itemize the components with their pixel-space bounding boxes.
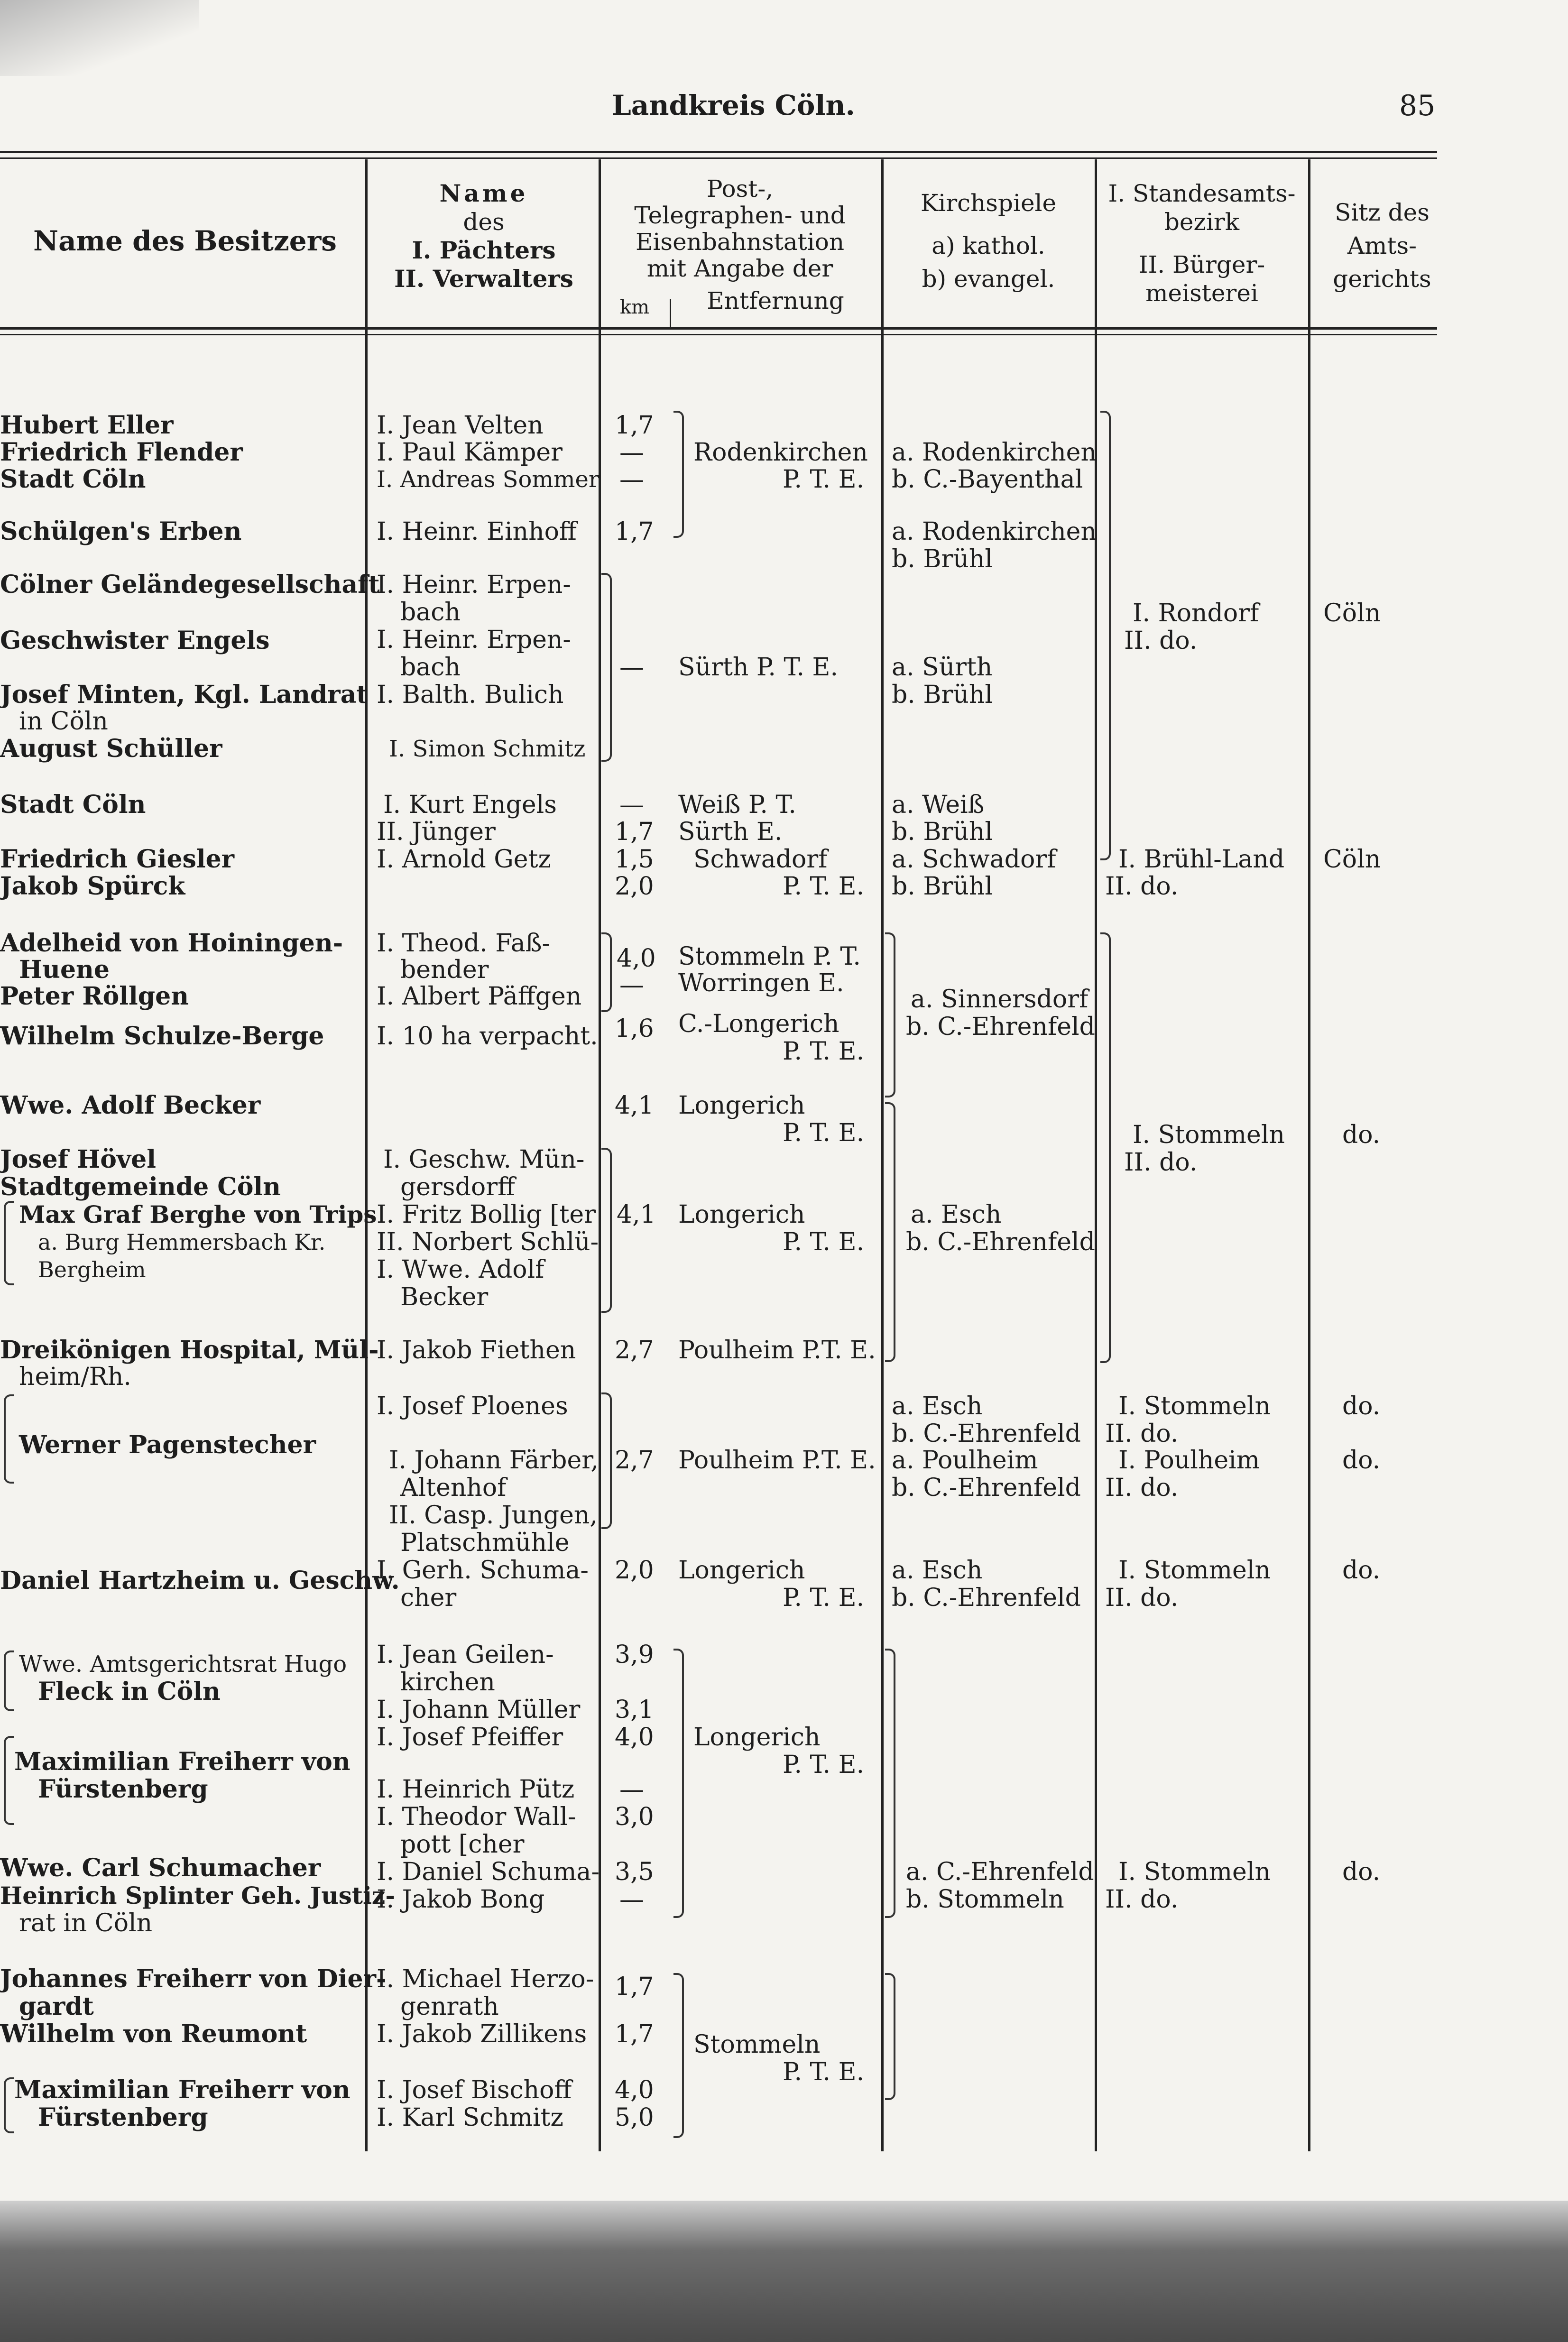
group-brace bbox=[673, 1649, 684, 1918]
tenant-entry: I. Heinr. Erpen- bbox=[377, 626, 571, 654]
parish-entry: b. Brühl bbox=[892, 818, 993, 846]
parish-entry: a. Sinnersdorf bbox=[911, 985, 1088, 1014]
parish-entry: b. C.-Ehrenfeld bbox=[906, 1013, 1095, 1041]
header-post-3: Eisenbahnstation bbox=[635, 228, 845, 256]
header-court-3: gerichts bbox=[1333, 265, 1431, 293]
tenant-entry: cher bbox=[400, 1584, 457, 1612]
tenant-entry: Platschmühle bbox=[400, 1529, 570, 1557]
registry-entry: I. Brühl-Land bbox=[1118, 845, 1285, 874]
header-name-2: des bbox=[463, 208, 505, 236]
owner-entry: Bergheim bbox=[38, 1257, 146, 1282]
post-entry: Longerich bbox=[678, 1556, 805, 1585]
owner-entry: Friedrich Flender bbox=[0, 438, 243, 467]
owner-entry: Max Graf Berghe von Trips bbox=[19, 1200, 377, 1228]
col-divider-1 bbox=[365, 159, 368, 2151]
owner-entry: Stadt Cöln bbox=[0, 465, 146, 494]
km-entry: 1,7 bbox=[615, 517, 654, 546]
km-entry: — bbox=[619, 1775, 644, 1804]
registry-entry: I. Stommeln bbox=[1118, 1858, 1271, 1886]
group-brace bbox=[4, 1394, 14, 1484]
group-brace bbox=[4, 1736, 14, 1825]
owner-entry: in Cöln bbox=[19, 707, 108, 736]
km-entry: — bbox=[619, 791, 644, 819]
tenant-entry: II. Norbert Schlü- bbox=[377, 1228, 599, 1256]
tenant-entry: I. Fritz Bollig [ter bbox=[377, 1200, 596, 1229]
tenant-entry: I. Jakob Zillikens bbox=[377, 2020, 587, 2048]
tenant-entry: kirchen bbox=[400, 1668, 495, 1697]
km-entry: 1,7 bbox=[615, 818, 654, 846]
tenant-entry: bach bbox=[400, 598, 461, 627]
tenant-entry: bender bbox=[400, 956, 489, 984]
owner-entry: Hubert Eller bbox=[0, 411, 174, 440]
post-entry: Sürth P. T. E. bbox=[678, 653, 838, 682]
court-entry: do. bbox=[1342, 1556, 1381, 1585]
post-entry: Longerich bbox=[693, 1723, 821, 1752]
registry-entry: I. Stommeln bbox=[1133, 1121, 1285, 1149]
tenant-entry: I. Simon Schmitz bbox=[389, 736, 586, 762]
group-brace bbox=[601, 573, 612, 762]
header-registry-3: II. Bürger- bbox=[1138, 251, 1265, 278]
post-entry: P. T. E. bbox=[783, 2058, 865, 2086]
owner-entry: Wilhelm von Reumont bbox=[0, 2019, 307, 2048]
tenant-entry: I. Jakob Bong bbox=[377, 1885, 545, 1914]
tenant-entry: I. Karl Schmitz bbox=[377, 2103, 563, 2132]
top-rule bbox=[0, 151, 1437, 153]
group-brace bbox=[1100, 932, 1111, 1363]
tenant-entry: I. Josef Bischoff bbox=[377, 2076, 572, 2104]
tenant-entry: Altenhof bbox=[400, 1474, 507, 1502]
registry-entry: II. do. bbox=[1105, 1420, 1179, 1448]
post-entry: Sürth E. bbox=[678, 818, 783, 846]
km-entry: 4,1 bbox=[615, 1091, 654, 1120]
owner-entry: Johannes Freiherr von Dier- bbox=[0, 1964, 387, 1993]
header-registry-4: meisterei bbox=[1145, 279, 1258, 307]
tenant-entry: pott [cher bbox=[400, 1830, 525, 1859]
km-entry: — bbox=[619, 1885, 644, 1914]
post-entry: Schwadorf bbox=[693, 845, 828, 874]
post-entry: P. T. E. bbox=[783, 1119, 865, 1147]
tenant-entry: I. Jakob Fiethen bbox=[377, 1336, 576, 1365]
registry-entry: I. Rondorf bbox=[1133, 599, 1259, 627]
page-number: 85 bbox=[1399, 89, 1436, 122]
km-entry: 4,0 bbox=[615, 1723, 654, 1752]
scan-shadow-bottom bbox=[0, 2201, 1568, 2342]
post-entry: Weiß P. T. bbox=[678, 791, 796, 819]
parish-entry: b. C.-Ehrenfeld bbox=[892, 1584, 1081, 1612]
owner-entry: gardt bbox=[19, 1992, 94, 2021]
court-entry: do. bbox=[1342, 1446, 1381, 1475]
header-registry-2: bezirk bbox=[1164, 208, 1240, 236]
tenant-entry: I. 10 ha verpacht. bbox=[377, 1022, 598, 1051]
parish-entry: b. Stommeln bbox=[906, 1885, 1064, 1914]
header-post-km: km bbox=[619, 296, 650, 318]
group-brace bbox=[673, 1973, 684, 2138]
parish-entry: a. Weiß bbox=[892, 791, 985, 819]
km-entry: 1,6 bbox=[615, 1014, 654, 1043]
km-entry: 2,0 bbox=[615, 872, 654, 901]
owner-entry: Stadt Cöln bbox=[0, 790, 146, 819]
tenant-entry: I. Arnold Getz bbox=[377, 845, 551, 874]
group-brace bbox=[885, 1973, 895, 2100]
owner-entry: Heinrich Splinter Geh. Justiz- bbox=[0, 1881, 396, 1909]
owner-entry: Friedrich Giesler bbox=[0, 845, 235, 874]
tenant-entry: genrath bbox=[400, 1992, 499, 2021]
owner-entry: Josef Hövel bbox=[0, 1145, 156, 1174]
group-brace bbox=[601, 1392, 612, 1529]
header-owner: Name des Besitzers bbox=[33, 225, 337, 257]
tenant-entry: I. Geschw. Mün- bbox=[383, 1145, 585, 1174]
parish-entry: a. Esch bbox=[911, 1200, 1002, 1229]
group-brace bbox=[885, 1102, 895, 1362]
km-entry: — bbox=[619, 653, 644, 682]
header-post-4: mit Angabe der bbox=[646, 255, 833, 282]
post-entry: Longerich bbox=[678, 1091, 805, 1120]
tenant-entry: I. Kurt Engels bbox=[383, 791, 557, 819]
header-name-1: Name bbox=[439, 179, 528, 207]
registry-entry: I. Poulheim bbox=[1118, 1446, 1260, 1475]
parish-entry: a. C.-Ehrenfeld bbox=[906, 1858, 1094, 1886]
parish-entry: a. Esch bbox=[892, 1556, 983, 1585]
tenant-entry: I. Gerh. Schuma- bbox=[377, 1556, 589, 1585]
owner-entry: Cölner Geländegesellschaft bbox=[0, 570, 380, 599]
km-entry: 4,1 bbox=[617, 1200, 656, 1229]
owner-entry: Adelheid von Hoiningen- bbox=[0, 929, 343, 958]
km-entry: 3,0 bbox=[615, 1803, 654, 1831]
tenant-entry: I. Johann Müller bbox=[377, 1696, 581, 1724]
owner-entry: a. Burg Hemmersbach Kr. bbox=[38, 1229, 326, 1255]
col-divider-2 bbox=[599, 159, 601, 2151]
parish-entry: b. C.-Ehrenfeld bbox=[906, 1228, 1095, 1256]
owner-entry: Wwe. Adolf Becker bbox=[0, 1091, 261, 1120]
post-entry: P. T. E. bbox=[783, 465, 865, 494]
parish-entry: a. Rodenkirchen bbox=[892, 517, 1097, 546]
km-entry: — bbox=[619, 971, 644, 999]
tenant-entry: I. Josef Pfeiffer bbox=[377, 1723, 563, 1752]
owner-entry: Geschwister Engels bbox=[0, 626, 270, 655]
group-brace bbox=[4, 2077, 14, 2133]
km-entry: 3,1 bbox=[615, 1696, 654, 1724]
parish-entry: a. Schwadorf bbox=[892, 845, 1056, 874]
km-entry: 5,0 bbox=[615, 2103, 654, 2132]
tenant-entry: I. Paul Kämper bbox=[377, 438, 563, 467]
court-entry: Cöln bbox=[1323, 845, 1381, 874]
header-rule bbox=[0, 327, 1437, 330]
post-entry: Stommeln bbox=[693, 2030, 821, 2059]
header-post-1: Post-, bbox=[706, 175, 774, 203]
post-entry: Poulheim P.T. E. bbox=[678, 1446, 876, 1475]
km-entry: 3,9 bbox=[615, 1641, 654, 1669]
owner-entry: Wwe. Carl Schumacher bbox=[0, 1853, 321, 1882]
owner-entry: heim/Rh. bbox=[19, 1363, 131, 1391]
tenant-entry: I. Johann Färber, bbox=[389, 1446, 599, 1475]
tenant-entry: I. Heinr. Einhoff bbox=[377, 517, 577, 546]
post-entry: P. T. E. bbox=[783, 1037, 865, 1066]
tenant-entry: I. Josef Ploenes bbox=[377, 1392, 568, 1420]
owner-entry: Maximilian Freiherr von bbox=[14, 1747, 350, 1776]
group-brace bbox=[673, 411, 684, 538]
post-entry: Rodenkirchen bbox=[693, 438, 868, 467]
tenant-entry: I. Andreas Sommer bbox=[377, 466, 600, 493]
tenant-entry: II. Casp. Jungen, bbox=[389, 1501, 598, 1530]
owner-entry: Fleck in Cöln bbox=[38, 1677, 221, 1706]
km-entry: 1,7 bbox=[615, 411, 654, 440]
header-parish-2: a) kathol. bbox=[932, 232, 1045, 259]
header-registry-1: I. Standesamts- bbox=[1108, 180, 1296, 207]
tenant-entry: I. Albert Päffgen bbox=[377, 982, 582, 1011]
owner-entry: August Schüller bbox=[0, 734, 222, 763]
tenant-entry: I. Balth. Bulich bbox=[377, 681, 564, 709]
tenant-entry: I. Theodor Wall- bbox=[377, 1803, 576, 1831]
tenant-entry: I. Daniel Schuma- bbox=[377, 1858, 600, 1886]
owner-entry: rat in Cöln bbox=[19, 1909, 153, 1937]
group-brace bbox=[4, 1201, 14, 1285]
registry-entry: II. do. bbox=[1105, 872, 1179, 901]
post-entry: Stommeln P. T. bbox=[678, 942, 861, 971]
tenant-entry: bach bbox=[400, 653, 461, 682]
court-entry: do. bbox=[1342, 1392, 1381, 1420]
group-brace bbox=[885, 932, 895, 1097]
parish-entry: b. C.-Bayenthal bbox=[892, 465, 1083, 494]
km-entry: 4,0 bbox=[617, 944, 656, 973]
court-entry: do. bbox=[1342, 1121, 1381, 1149]
owner-entry: Schülgen's Erben bbox=[0, 517, 242, 546]
tenant-entry: I. Jean Geilen- bbox=[377, 1641, 554, 1669]
header-post-distance: Entfernung bbox=[707, 287, 844, 314]
header-parish-1: Kirchspiele bbox=[920, 189, 1057, 217]
owner-entry: Maximilian Freiherr von bbox=[14, 2075, 350, 2104]
tenant-entry: I. Heinr. Erpen- bbox=[377, 571, 571, 599]
owner-entry: Stadtgemeinde Cöln bbox=[0, 1172, 281, 1201]
running-head: Landkreis Cöln. bbox=[612, 89, 855, 121]
parish-entry: b. C.-Ehrenfeld bbox=[892, 1420, 1081, 1448]
court-entry: do. bbox=[1342, 1858, 1381, 1886]
scan-shadow-top bbox=[0, 0, 199, 76]
header-name-4: II. Verwalters bbox=[394, 265, 573, 293]
owner-entry: Jakob Spürck bbox=[0, 872, 185, 901]
parish-entry: b. Brühl bbox=[892, 872, 993, 901]
owner-entry: Peter Röllgen bbox=[0, 982, 189, 1011]
tenant-entry: I. Theod. Faß- bbox=[377, 929, 551, 958]
post-entry: P. T. E. bbox=[783, 872, 865, 901]
header-name-3: I. Pächters bbox=[412, 236, 556, 264]
group-brace bbox=[4, 1650, 14, 1711]
registry-entry: I. Stommeln bbox=[1118, 1392, 1271, 1420]
km-divider bbox=[670, 299, 671, 327]
km-entry: 4,0 bbox=[615, 2076, 654, 2104]
post-entry: C.-Longerich bbox=[678, 1010, 839, 1038]
col-divider-5 bbox=[1308, 159, 1310, 2151]
parish-entry: b. Brühl bbox=[892, 681, 993, 709]
header-court-2: Amts- bbox=[1347, 232, 1417, 259]
tenant-entry: gersdorff bbox=[400, 1173, 515, 1201]
post-entry: Worringen E. bbox=[678, 969, 844, 997]
parish-entry: a. Sürth bbox=[892, 653, 993, 682]
km-entry: 2,0 bbox=[615, 1556, 654, 1585]
owner-entry: Fürstenberg bbox=[38, 2103, 208, 2132]
km-entry: 2,7 bbox=[615, 1336, 654, 1365]
top-rule-thin bbox=[0, 157, 1437, 159]
owner-entry: Werner Pagenstecher bbox=[19, 1430, 316, 1459]
group-brace bbox=[885, 1649, 895, 1918]
parish-entry: b. C.-Ehrenfeld bbox=[892, 1474, 1081, 1502]
registry-entry: II. do. bbox=[1124, 1148, 1198, 1177]
registry-entry: II. do. bbox=[1105, 1885, 1179, 1914]
group-brace bbox=[601, 932, 612, 1012]
registry-entry: II. do. bbox=[1124, 627, 1198, 655]
km-entry: 1,7 bbox=[615, 1973, 654, 2001]
km-entry: 1,7 bbox=[615, 2020, 654, 2048]
parish-entry: a. Esch bbox=[892, 1392, 983, 1420]
owner-entry: Dreikönigen Hospital, Mül- bbox=[0, 1336, 379, 1365]
km-entry: 2,7 bbox=[615, 1446, 654, 1475]
header-parish-3: b) evangel. bbox=[922, 265, 1055, 293]
header-post-2: Telegraphen- und bbox=[634, 202, 846, 229]
km-entry: 1,5 bbox=[615, 845, 654, 874]
post-entry: Poulheim P.T. E. bbox=[678, 1336, 876, 1365]
owner-entry: Wilhelm Schulze-Berge bbox=[0, 1022, 324, 1051]
owner-entry: Fürstenberg bbox=[38, 1775, 208, 1804]
post-entry: P. T. E. bbox=[783, 1751, 865, 1779]
tenant-entry: I. Heinrich Pütz bbox=[377, 1775, 575, 1804]
col-divider-3 bbox=[881, 159, 884, 2151]
parish-entry: a. Poulheim bbox=[892, 1446, 1038, 1475]
owner-entry: Josef Minten, Kgl. Landrat bbox=[0, 680, 368, 709]
group-brace bbox=[601, 1148, 612, 1313]
registry-entry: II. do. bbox=[1105, 1584, 1179, 1612]
tenant-entry: I. Jean Velten bbox=[377, 411, 544, 440]
parish-entry: a. Rodenkirchen bbox=[892, 438, 1097, 467]
tenant-entry: I. Wwe. Adolf bbox=[377, 1255, 544, 1284]
post-entry: P. T. E. bbox=[783, 1228, 865, 1256]
km-entry: — bbox=[619, 465, 644, 494]
header-rule-thin bbox=[0, 334, 1437, 335]
registry-entry: II. do. bbox=[1105, 1474, 1179, 1502]
tenant-entry: II. Jünger bbox=[377, 818, 496, 846]
post-entry: P. T. E. bbox=[783, 1584, 865, 1612]
group-brace bbox=[1100, 411, 1111, 860]
km-entry: 3,5 bbox=[615, 1858, 654, 1886]
km-entry: — bbox=[619, 438, 644, 467]
post-entry: Longerich bbox=[678, 1200, 805, 1229]
court-entry: Cöln bbox=[1323, 599, 1381, 627]
registry-entry: I. Stommeln bbox=[1118, 1556, 1271, 1585]
owner-entry: Daniel Hartzheim u. Geschw. bbox=[0, 1566, 400, 1595]
tenant-entry: I. Michael Herzo- bbox=[377, 1965, 594, 1993]
owner-entry: Huene bbox=[19, 955, 110, 984]
header-court-1: Sitz des bbox=[1335, 199, 1430, 226]
parish-entry: b. Brühl bbox=[892, 545, 993, 573]
tenant-entry: Becker bbox=[400, 1283, 489, 1311]
owner-entry: Wwe. Amtsgerichtsrat Hugo bbox=[19, 1651, 347, 1678]
